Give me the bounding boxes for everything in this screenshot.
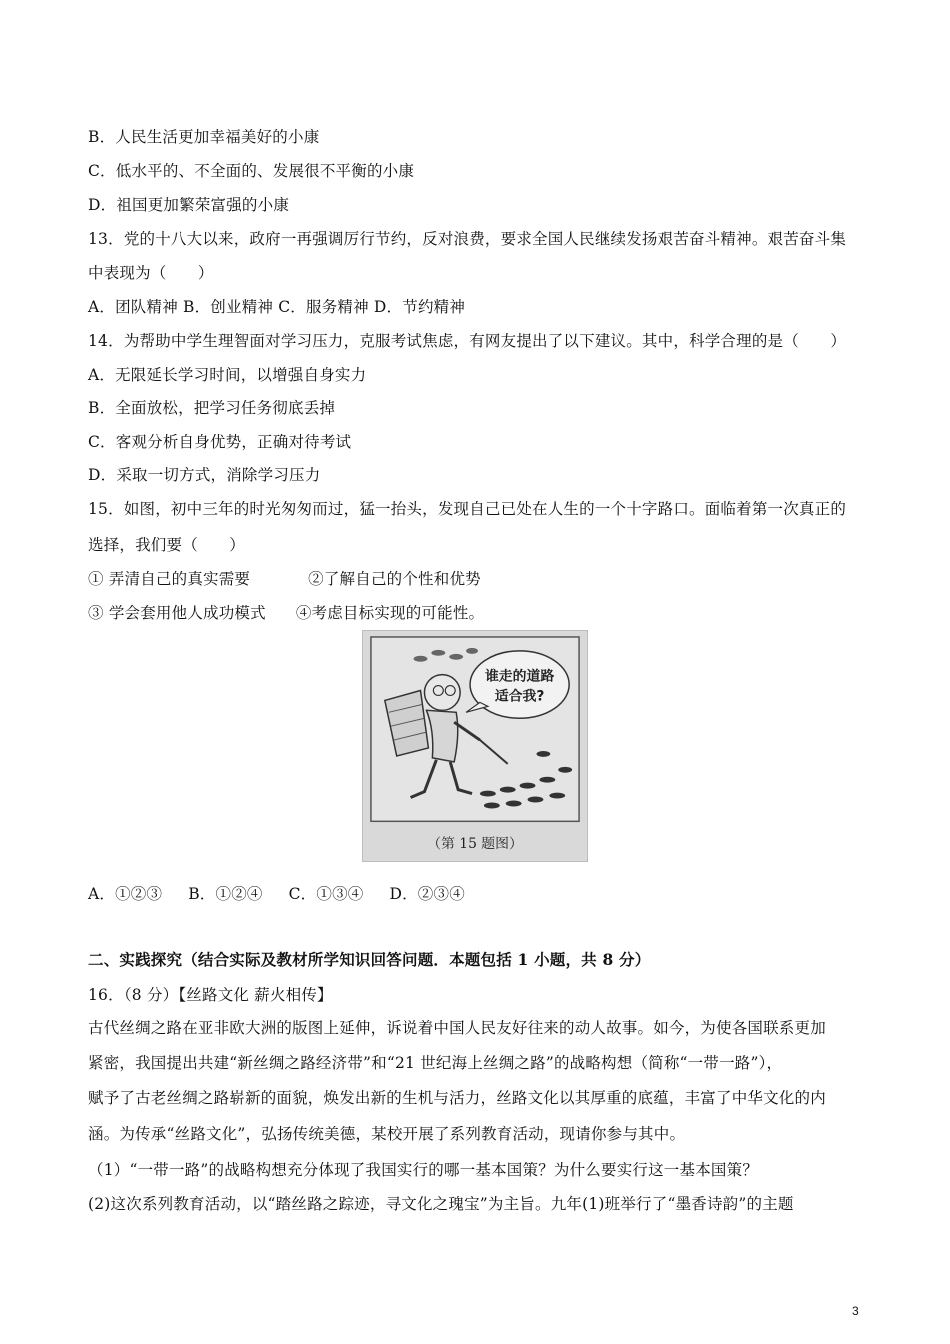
q16-paragraph-line-3: 赋予了古老丝绸之路崭新的面貌，焕发出新的生机与活力，丝路文化以其厚重的底蕴，丰富了中华文化的内 [88,1089,826,1107]
bubble-text-line-1: 谁走的道路 [484,668,555,685]
q15-cartoon-figure [362,630,588,862]
q16-title: 16．（8 分）【丝路文化 薪火相传】 [88,986,333,1004]
q15-option-c: C．①③④ [288,885,364,903]
q15-item-3: ③ 学会套用他人成功模式 [88,604,266,622]
q15-item-4: ④考虑目标实现的可能性。 [295,604,485,622]
q15-item-2: ②了解自己的个性和优势 [308,570,481,588]
q15-statements-row-1 [88,569,481,589]
q12-option-b: B．人民生活更加幸福美好的小康 [88,128,320,146]
q15-stem-line-1: 15．如图，初中三年的时光匆匆而过，猛一抬头，发现自己已处在人生的一个十字路口。面临着第一次真正的 [88,500,847,518]
q14-option-c: C．客观分析自身优势，正确对待考试 [88,433,352,451]
q15-options [88,884,465,904]
q15-option-d: D．②③④ [389,885,465,903]
q16-paragraph-line-1: 古代丝绸之路在亚非欧大洲的版图上延伸，诉说着中国人民友好往来的动人故事。如今，为使各国联系更加 [88,1019,826,1037]
q12-option-d: D．祖国更加繁荣富强的小康 [88,196,290,214]
q15-stem-line-2: 选择，我们要（ ） [88,536,246,554]
q14-option-b: B．全面放松，把学习任务彻底丢掉 [88,399,336,417]
figure-caption: （第 15 题图） [427,836,523,853]
q13-stem-line-1: 13．党的十八大以来，政府一再强调厉行节约，反对浪费，要求全国人民继续发扬艰苦奋斗精神。艰苦奋斗集 [88,230,847,248]
q14-option-d: D．采取一切方式，消除学习压力 [88,466,321,484]
q14-stem: 14．为帮助中学生理智面对学习压力，克服考试焦虑，有网友提出了以下建议。其中，科学合理的是（ ） [88,332,847,350]
section-2-heading: 二、实践探究（结合实际及教材所学知识回答问题．本题包括 1 小题，共 8 分） [88,950,651,969]
q15-option-a: A．①②③ [88,885,163,903]
cartoon-illustration [363,631,587,861]
q15-statements-row-2 [88,603,484,623]
q14-option-a: A．无限延长学习时间，以增强自身实力 [88,366,367,384]
q16-paragraph-line-2: 紧密，我国提出共建“新丝绸之路经济带”和“21 世纪海上丝绸之路”的战略构想（简称“一带一路”）， [88,1054,783,1072]
q15-option-b: B．①②④ [188,885,263,903]
q13-options: A．团队精神 B．创业精神 C．服务精神 D．节约精神 [88,298,466,316]
q13-stem-line-2: 中表现为（ ） [88,264,214,282]
q16-subquestion-2: (2)这次系列教育活动，以“踏丝路之踪迹，寻文化之瑰宝”为主旨。九年(1)班举行了“墨香诗韵”的主题 [88,1195,794,1213]
q15-item-1: ① 弄清自己的真实需要 [88,570,251,588]
page-number: 3 [852,1304,859,1318]
q12-option-c: C．低水平的、不全面的、发展很不平衡的小康 [88,162,415,180]
q16-subquestion-1: （1）“一带一路”的战略构想充分体现了我国实行的哪一基本国策？为什么要实行这一基本国策？ [88,1161,759,1179]
q16-paragraph-line-4: 涵。为传承“丝路文化”，弘扬传统美德，某校开展了系列教育活动，现请你参与其中。 [88,1125,686,1143]
bubble-text-line-2: 适合我? [494,688,545,705]
